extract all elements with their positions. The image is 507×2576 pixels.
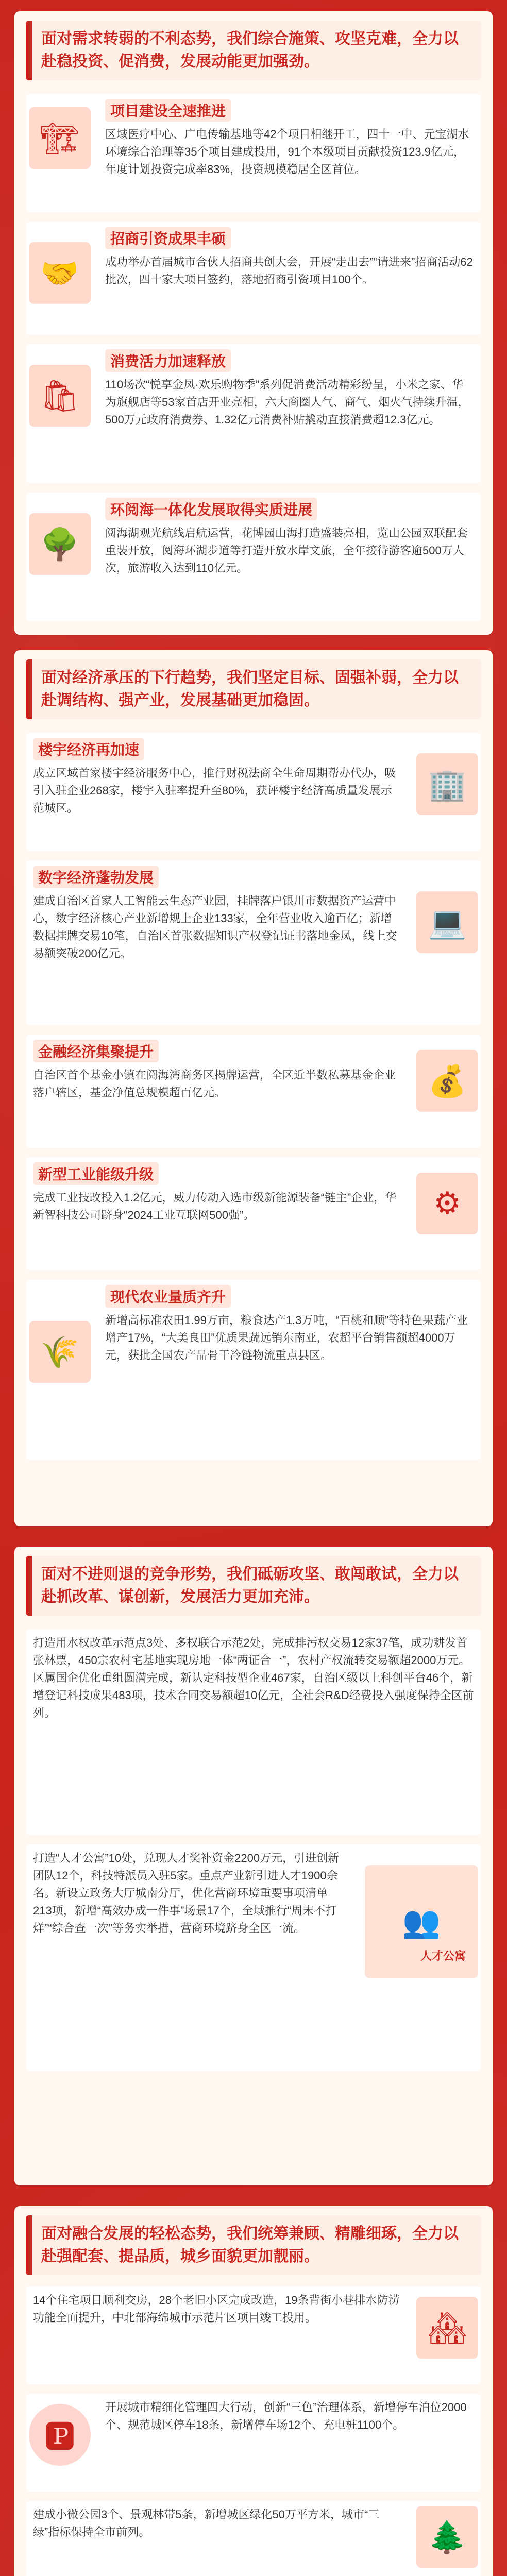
handshake-icon: 🤝 [29, 242, 91, 304]
s2-b4-title: 新型工业能级升级 [33, 1162, 159, 1185]
s3-block-1 [26, 1629, 481, 1835]
s2-b3-text: 自治区首个基金小镇在阅海湾商务区揭牌运营，全区近半数私募基金企业落户辖区，基金净值总规模超百亿元。 [33, 1069, 396, 1099]
tree-icon: 🌳 [29, 513, 91, 575]
money-icon: 💰 [416, 1050, 478, 1112]
parking-icon: 🅿 [29, 2404, 91, 2466]
s1-block-1 [26, 94, 481, 212]
s2-b5-title: 现代农业量质齐升 [105, 1285, 231, 1308]
s4-block-1 [26, 2286, 481, 2384]
s2-b1-text: 成立区域首家楼宇经济服务中心，推行财税法商全生命周期帮办代办，吸引入驻企业268家，楼宇入驻率提升至80%，获评楼宇经济高质量发展示范城区。 [33, 767, 396, 815]
s3-b1-text: 打造用水权改革示范点3处、多权联合示范2处，完成排污权交易12家37笔，成功耕发首张林票，450宗农村宅基地实现房地一体“两证合一”，农村产权流转交易额超2000万元。区属国企优化重组圆满完成，新认定科技型企业467家，自治区级以上科创平台46个，新增登记科技成果483项，技术合同交易额超10亿元，全社会R&D经费投入强度保持全区前列。 [33, 1636, 474, 1719]
s2-block-5 [26, 1280, 481, 1460]
s1-b4-title: 环阅海一体化发展取得实质进展 [105, 498, 317, 520]
s1-b1-title: 项目建设全速推进 [105, 99, 231, 122]
talent-apartment-icon: 👥 [365, 1865, 478, 1978]
s2-b3-title: 金融经济集聚提升 [33, 1040, 159, 1062]
s1-b2-text: 成功举办首届城市合伙人招商共创大会，开展“走出去”“请进来”招商活动62批次，四十家大项目签约，落地招商引资项目100个。 [105, 256, 473, 286]
s1-b2-title: 招商引资成果丰硕 [105, 227, 231, 249]
section-1 [14, 11, 493, 635]
s4-b2-text: 开展城市精细化管理四大行动，创新“三色”治理体系，新增停车泊位2000个、规范城区停车18条，新增停车场12个、充电桩1100个。 [105, 2401, 467, 2431]
wheat-icon: 🌾 [29, 1321, 91, 1383]
s2-b5-text: 新增高标准农田1.99万亩，粮食达产1.3万吨，“百桃和顺”等特色果蔬产业增产17%，“大美良田”优质果蔬远销东南亚，农超平台销售额超4000万元，获批全国农产品骨干冷链物流重点县区。 [105, 1314, 468, 1362]
s1-block-2 [26, 222, 481, 335]
s2-b4-text: 完成工业技改投入1.2亿元，威力传动入选市级新能源装备“链主”企业，华新智科技公司跻身“2024工业互联网500强”。 [33, 1191, 397, 1222]
gear-icon: ⚙ [416, 1173, 478, 1234]
section-3 [14, 1547, 493, 2185]
s1-b4-text: 阅海湖观光航线启航运营，花博园山海打造盛装亮相，览山公园双联配套重装开放，阅海环湖步道等打造开放水岸文旅，全年接待游客逾500万人次，旅游收入达到110亿元。 [105, 527, 468, 574]
shopping-bag-icon: 🛍 [29, 365, 91, 427]
s3-b2-text: 打造“人才公寓”10处，兑现人才奖补资金2200万元，引进创新团队12个，科技特派员入驻5家。重点产业新引进人才1900余名。新设立政务大厅城南分厅，优化营商环境重要事项清单213项，新增“高效办成一件事”场景17个，全域推行“周末不打烊”“综合查一次”等务实举措，营商环境跻身全区一流。 [33, 1852, 340, 1935]
s4-block-3 [26, 2501, 481, 2576]
s2-b1-title: 楼宇经济再加速 [33, 738, 144, 760]
computer-icon: 💻 [416, 891, 478, 953]
section-2-intro: 面对经济承压的下行趋势，我们坚定目标、固强补弱，全力以赴调结构、强产业，发展基础更加稳固。 [26, 659, 481, 719]
s1-b3-title: 消费活力加速释放 [105, 349, 231, 372]
s1-block-4 [26, 493, 481, 621]
s2-block-3 [26, 1035, 481, 1148]
s3-block-2 [26, 1844, 481, 2071]
s1-b3-text: 110场次“悦享金凤·欢乐购物季”系列促消费活动精彩纷呈，小米之家、华为旗舰店等53家首店开业亮相，六大商圈人气、商气、烟火气持续升温，500万元政府消费券、1.32亿元消费补贴撬动直接消费超12.3亿元。 [105, 378, 469, 426]
s4-block-2 [26, 2394, 481, 2492]
houses-icon: 🏘 [416, 2297, 478, 2359]
s2-block-4 [26, 1157, 481, 1270]
section-2 [14, 650, 493, 1526]
section-1-intro: 面对需求转弱的不利态势，我们综合施策、攻坚克难，全力以赴稳投资、促消费，发展动能更加强劲。 [26, 21, 481, 80]
s1-b1-text: 区域医疗中心、广电传输基地等42个项目相继开工，四十一中、元宝湖水环境综合治理等35个项目建成投用，91个本级项目贡献投资123.9亿元，年度计划投资完成率83%，投资规模稳居全区首位。 [105, 128, 469, 176]
section-4 [14, 2206, 493, 2576]
s2-b2-title: 数字经济蓬勃发展 [33, 866, 159, 888]
s2-block-1 [26, 733, 481, 851]
s2-b2-text: 建成自治区首家人工智能云生态产业园，挂牌落户银川市数据资产运营中心，数字经济核心产业新增规上企业133家，全年营业收入逾百亿；新增数据挂牌交易10笔，自治区首张数据知识产权登记证书落地金凤，线上交易额突破200亿元。 [33, 894, 397, 960]
construction-icon: 🏗 [29, 107, 91, 169]
pine-tree-icon: 🌲 [416, 2506, 478, 2568]
building-icon: 🏢 [416, 753, 478, 815]
talent-apartment-badge: 人才公寓 [420, 1950, 466, 1962]
s1-block-3 [26, 344, 481, 483]
section-3-intro: 面对不进则退的竞争形势，我们砥砺攻坚、敢闯敢试，全力以赴抓改革、谋创新，发展活力更加充沛。 [26, 1556, 481, 1616]
s4-b1-text: 14个住宅项目顺利交房，28个老旧小区完成改造，19条背街小巷排水防涝功能全面提升，中北部海绵城市示范片区项目竣工投用。 [33, 2294, 400, 2324]
section-4-intro: 面对融合发展的轻松态势，我们统筹兼顾、精雕细琢，全力以赴强配套、提品质，城乡面貌更加靓丽。 [26, 2215, 481, 2275]
s2-block-2 [26, 860, 481, 1025]
s4-b3-text: 建成小微公园3个、景观林带5条，新增城区绿化50万平方米，城市“三绿”指标保持全市前列。 [33, 2508, 380, 2538]
